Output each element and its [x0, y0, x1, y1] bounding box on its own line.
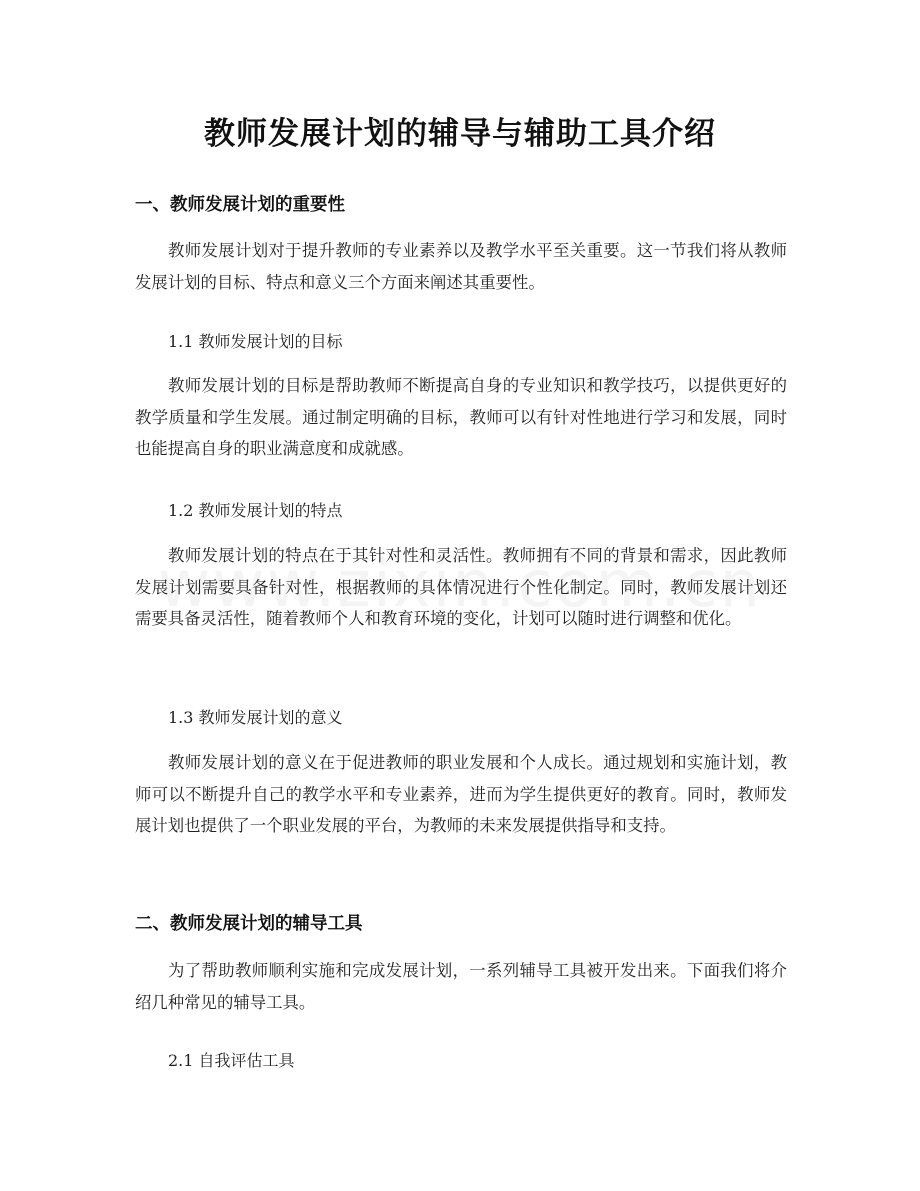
section-1-3-heading: 1.3 教师发展计划的意义: [168, 708, 343, 727]
section-2-heading: 二、教师发展计划的辅导工具: [135, 914, 363, 934]
section-1-heading: 一、教师发展计划的重要性: [135, 195, 345, 215]
section-1-2-heading: 1.2 教师发展计划的特点: [168, 501, 343, 520]
page-title: 教师发展计划的辅导与辅助工具介绍: [204, 116, 716, 152]
section-1-intro: 教师发展计划对于提升教师的专业素养以及教学水平至关重要。这一节我们将从教师发展计划的目标、特点和意义三个方面来阐述其重要性。: [135, 241, 787, 292]
section-1-2-body: 教师发展计划的特点在于其针对性和灵活性。教师拥有不同的背景和需求，因此教师发展计划需要具备针对性，根据教师的具体情况进行个性化制定。同时，教师发展计划还需要具备灵活性，随着教师个人和教育环境的变化，计划可以随时进行调整和优化。: [135, 546, 787, 628]
section-1-1-heading: 1.1 教师发展计划的目标: [168, 332, 343, 351]
section-2-intro: 为了帮助教师顺利实施和完成发展计划，一系列辅导工具被开发出来。下面我们将介绍几种常见的辅导工具。: [135, 961, 787, 1012]
section-2-1-heading: 2.1 自我评估工具: [168, 1051, 295, 1070]
section-1-3-body: 教师发展计划的意义在于促进教师的职业发展和个人成长。通过规划和实施计划，教师可以不断提升自己的教学水平和专业素养，进而为学生提供更好的教育。同时，教师发展计划也提供了一个职业发展的平台，为教师的未来发展提供指导和支持。: [135, 753, 787, 835]
section-1-1-body: 教师发展计划的目标是帮助教师不断提高自身的专业知识和教学技巧，以提供更好的教学质量和学生发展。通过制定明确的目标，教师可以有针对性地进行学习和发展，同时也能提高自身的职业满意度和成就感。: [135, 376, 787, 458]
